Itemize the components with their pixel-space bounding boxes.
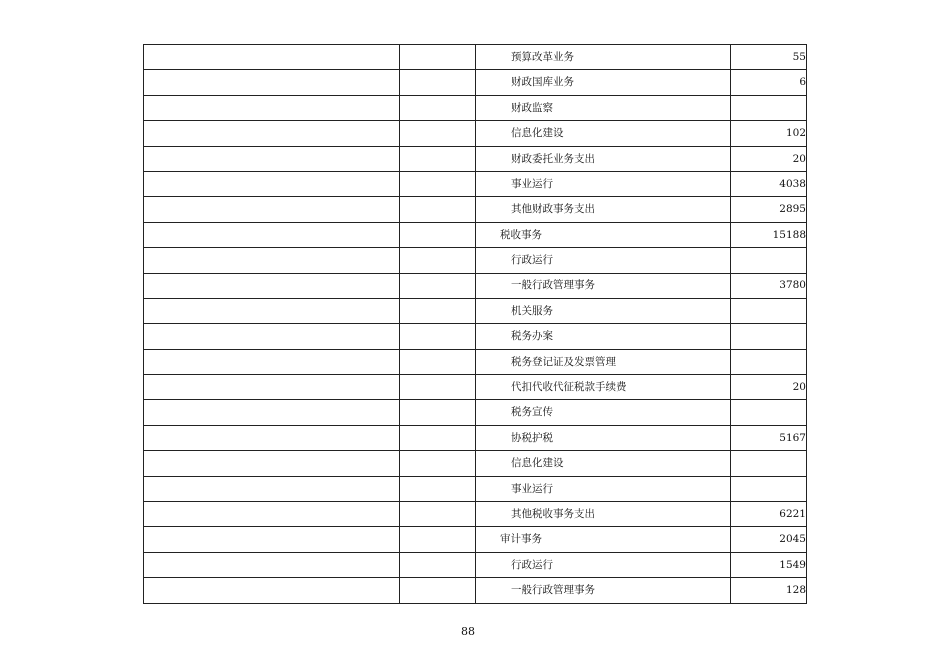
expenditure-amount: 128 [731, 578, 807, 603]
income-amount-cell [400, 146, 476, 171]
income-amount-cell [400, 171, 476, 196]
income-amount-cell [400, 222, 476, 247]
table-row [144, 349, 807, 374]
income-item-cell [144, 349, 400, 374]
income-amount-cell [400, 298, 476, 323]
expenditure-item-name: 行政运行 [476, 248, 731, 273]
expenditure-amount [731, 476, 807, 501]
income-item-cell [144, 45, 400, 70]
income-item-cell [144, 400, 400, 425]
table-row [144, 273, 807, 298]
expenditure-item-name: 机关服务 [476, 298, 731, 323]
expenditure-item-name: 税务办案 [476, 324, 731, 349]
page-number: 88 [461, 625, 475, 638]
expenditure-item-name: 一般行政管理事务 [476, 578, 731, 603]
income-item-cell [144, 375, 400, 400]
expenditure-item-name: 代扣代收代征税款手续费 [476, 375, 731, 400]
table-row [144, 197, 807, 222]
income-item-cell [144, 527, 400, 552]
expenditure-amount [731, 298, 807, 323]
income-amount-cell [400, 121, 476, 146]
expenditure-amount: 5167 [731, 425, 807, 450]
expenditure-amount [731, 451, 807, 476]
expenditure-item-name: 行政运行 [476, 552, 731, 577]
expenditure-item-name: 事业运行 [476, 476, 731, 501]
expenditure-amount: 20 [731, 146, 807, 171]
expenditure-item-name: 税务宣传 [476, 400, 731, 425]
income-amount-cell [400, 324, 476, 349]
income-amount-cell [400, 45, 476, 70]
table-row [144, 248, 807, 273]
income-item-cell [144, 552, 400, 577]
income-item-cell [144, 248, 400, 273]
income-amount-cell [400, 425, 476, 450]
income-amount-cell [400, 476, 476, 501]
expenditure-item-name: 协税护税 [476, 425, 731, 450]
expenditure-item-name: 信息化建设 [476, 451, 731, 476]
expenditure-amount [731, 95, 807, 120]
expenditure-amount: 6 [731, 70, 807, 95]
income-item-cell [144, 578, 400, 603]
income-amount-cell [400, 273, 476, 298]
income-item-cell [144, 502, 400, 527]
income-item-cell [144, 273, 400, 298]
expenditure-item-name: 事业运行 [476, 171, 731, 196]
income-amount-cell [400, 95, 476, 120]
income-item-cell [144, 425, 400, 450]
table-row [144, 476, 807, 501]
expenditure-item-name: 财政国库业务 [476, 70, 731, 95]
income-amount-cell [400, 400, 476, 425]
table-row [144, 45, 807, 70]
expenditure-amount [731, 324, 807, 349]
expenditure-item-name: 财政监察 [476, 95, 731, 120]
income-amount-cell [400, 70, 476, 95]
income-amount-cell [400, 578, 476, 603]
expenditure-amount: 3780 [731, 273, 807, 298]
table-row [144, 146, 807, 171]
income-item-cell [144, 95, 400, 120]
income-item-cell [144, 476, 400, 501]
expenditure-amount: 6221 [731, 502, 807, 527]
table-row [144, 400, 807, 425]
expenditure-amount: 15188 [731, 222, 807, 247]
income-item-cell [144, 222, 400, 247]
expenditure-amount: 1549 [731, 552, 807, 577]
table-row [144, 451, 807, 476]
table-row [144, 527, 807, 552]
expenditure-amount: 4038 [731, 171, 807, 196]
expenditure-amount [731, 400, 807, 425]
income-item-cell [144, 70, 400, 95]
table-row [144, 298, 807, 323]
income-amount-cell [400, 451, 476, 476]
income-item-cell [144, 451, 400, 476]
income-item-cell [144, 171, 400, 196]
table-row [144, 324, 807, 349]
expenditure-amount: 2045 [731, 527, 807, 552]
budget-table [143, 44, 807, 604]
table-row [144, 425, 807, 450]
expenditure-amount: 20 [731, 375, 807, 400]
income-amount-cell [400, 527, 476, 552]
expenditure-item-name: 信息化建设 [476, 121, 731, 146]
table-row [144, 502, 807, 527]
income-item-cell [144, 197, 400, 222]
income-amount-cell [400, 502, 476, 527]
budget-table-body [144, 45, 807, 604]
expenditure-item-name: 财政委托业务支出 [476, 146, 731, 171]
income-item-cell [144, 298, 400, 323]
table-row [144, 578, 807, 603]
table-row [144, 95, 807, 120]
expenditure-item-name: 预算改革业务 [476, 45, 731, 70]
income-item-cell [144, 324, 400, 349]
income-amount-cell [400, 197, 476, 222]
table-row [144, 375, 807, 400]
income-amount-cell [400, 552, 476, 577]
income-amount-cell [400, 349, 476, 374]
expenditure-item-name: 其他税收事务支出 [476, 502, 731, 527]
expenditure-item-name: 税务登记证及发票管理 [476, 349, 731, 374]
table-row [144, 222, 807, 247]
income-item-cell [144, 121, 400, 146]
income-item-cell [144, 146, 400, 171]
table-row [144, 70, 807, 95]
expenditure-amount [731, 248, 807, 273]
table-row [144, 121, 807, 146]
expenditure-amount: 102 [731, 121, 807, 146]
expenditure-amount: 55 [731, 45, 807, 70]
expenditure-item-name: 审计事务 [476, 527, 731, 552]
expenditure-amount [731, 349, 807, 374]
income-amount-cell [400, 375, 476, 400]
income-amount-cell [400, 248, 476, 273]
expenditure-item-name: 一般行政管理事务 [476, 273, 731, 298]
expenditure-item-name: 税收事务 [476, 222, 731, 247]
table-row [144, 171, 807, 196]
expenditure-item-name: 其他财政事务支出 [476, 197, 731, 222]
table-row [144, 552, 807, 577]
expenditure-amount: 2895 [731, 197, 807, 222]
